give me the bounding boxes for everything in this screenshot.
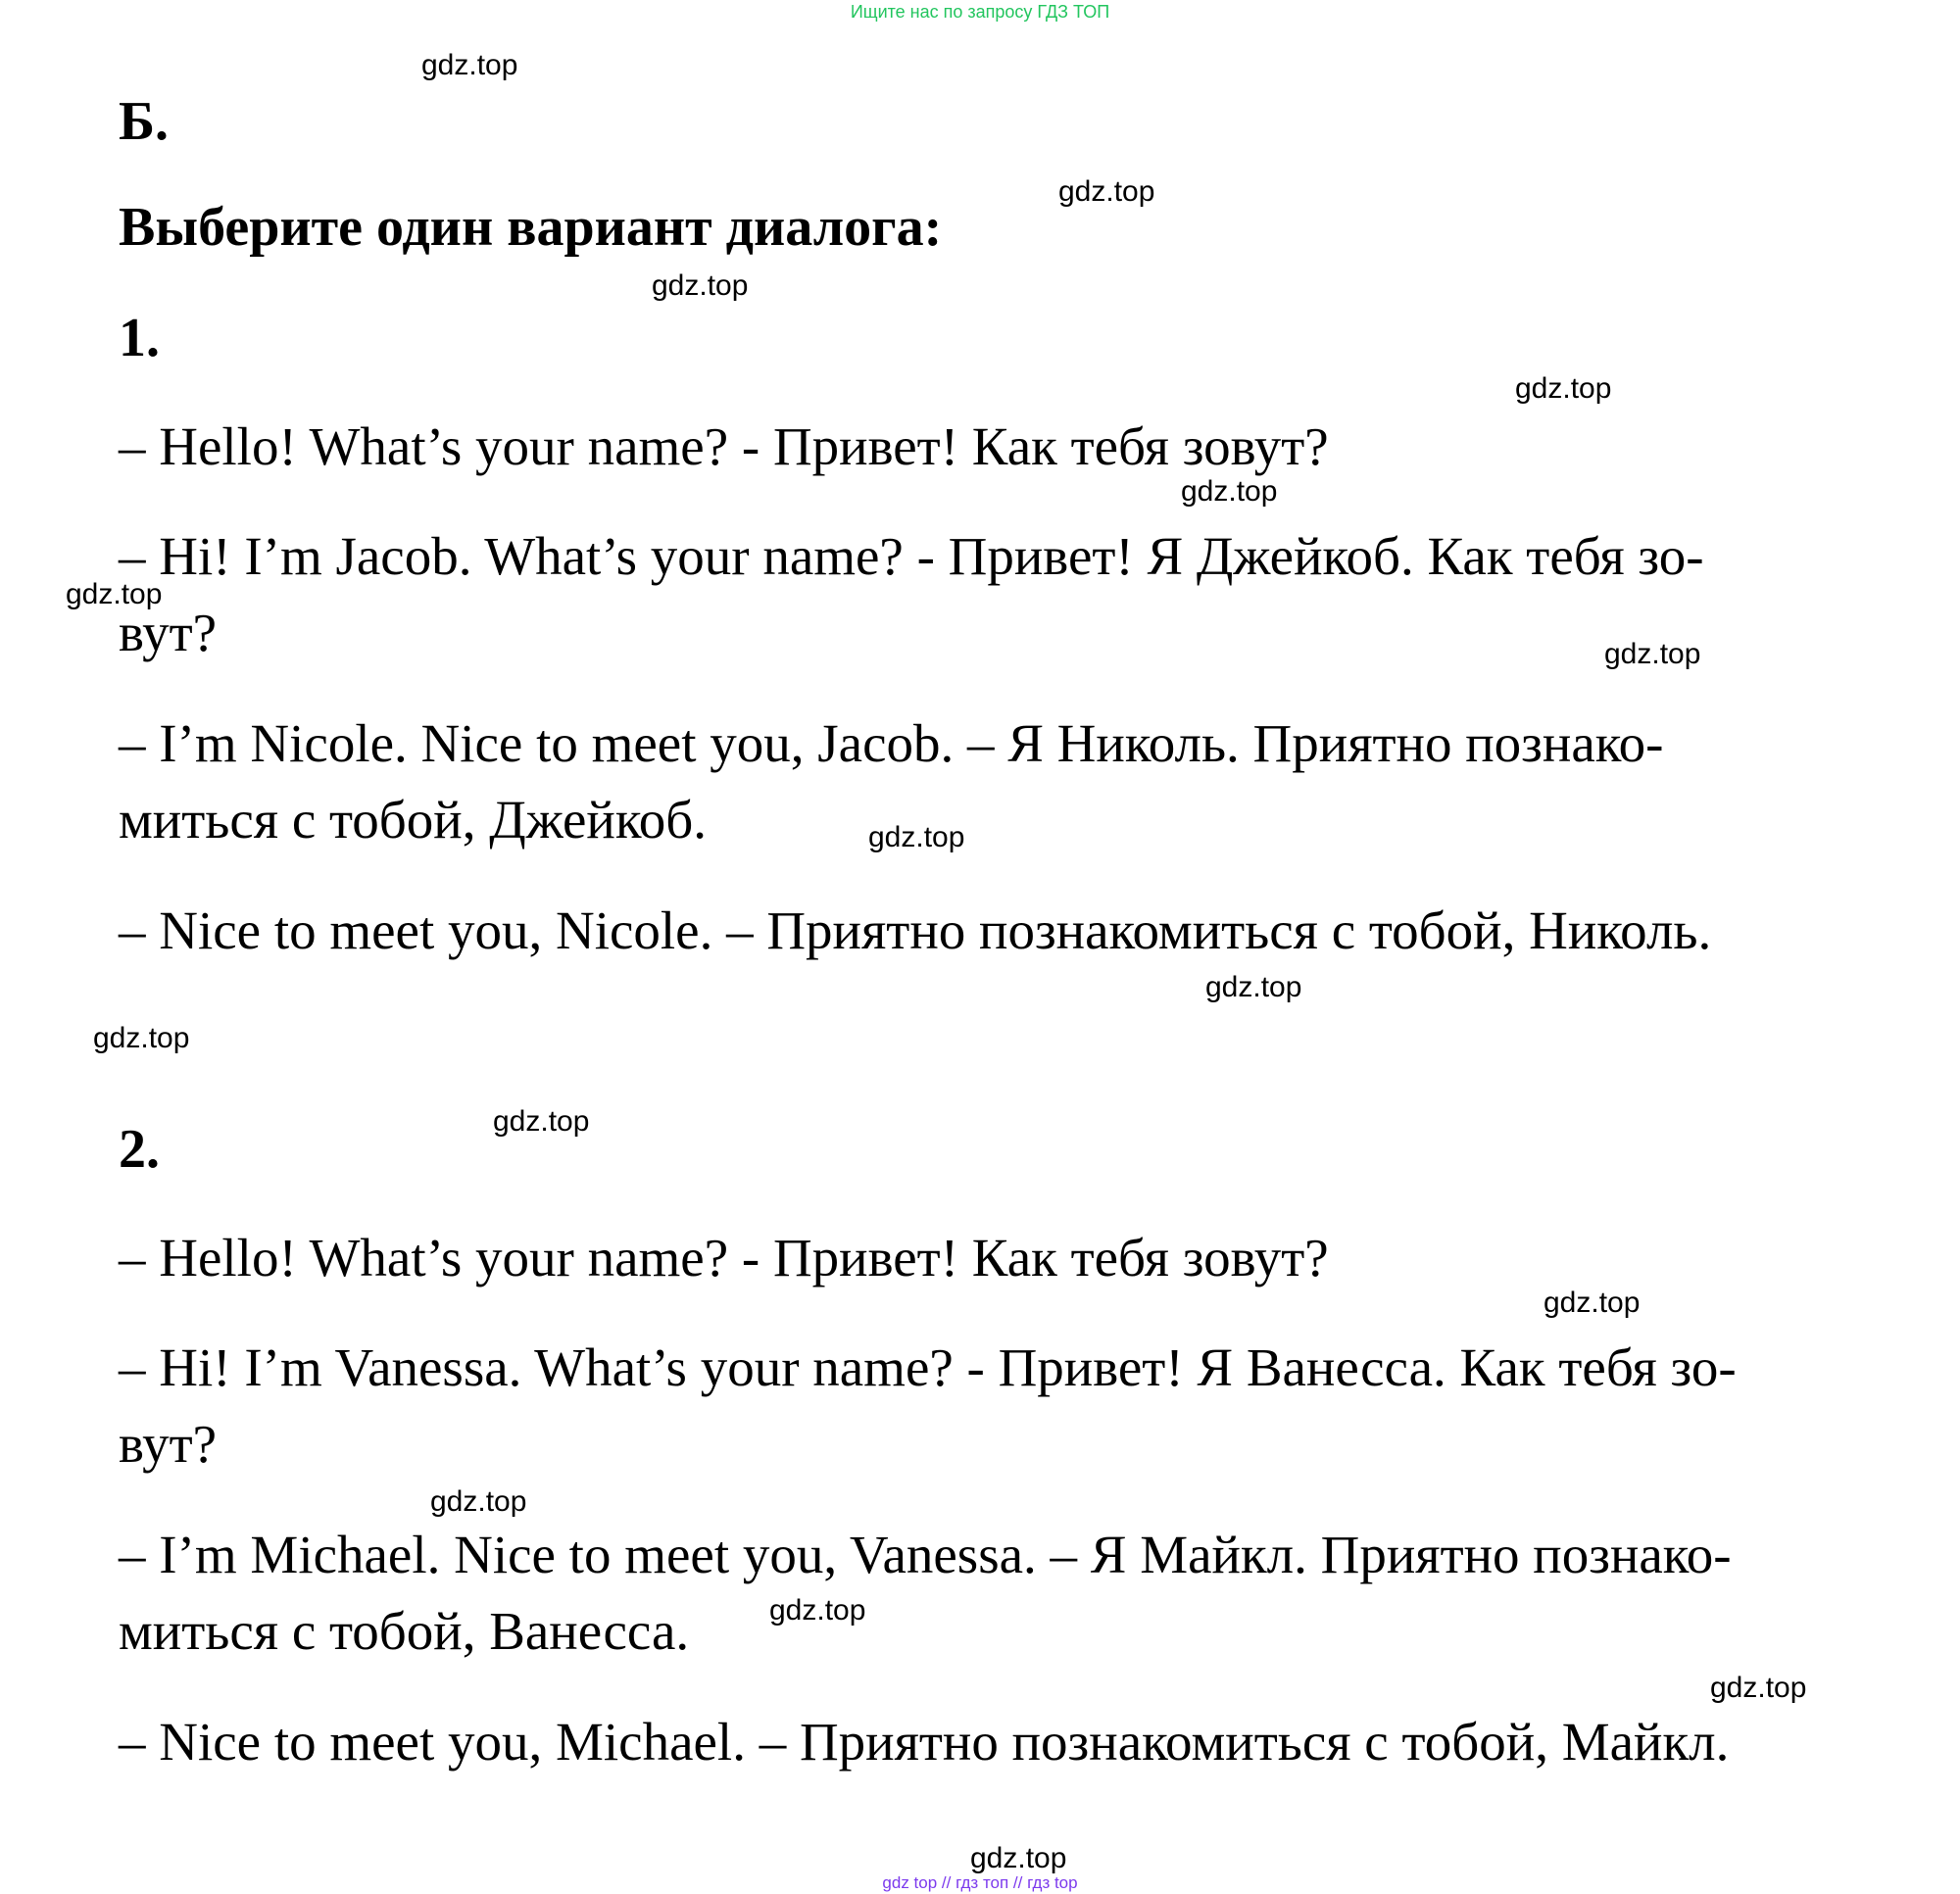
- dialog-1-line-4: – Nice to meet you, Nicole. – Приятно познакомиться с тобой, Николь.: [119, 900, 1712, 960]
- watermark: gdz.top: [430, 1485, 527, 1518]
- dialog-2-line-2b: вут?: [119, 1414, 218, 1474]
- dialog-1-line-3b: миться с тобой, Джейкоб.: [119, 790, 708, 850]
- watermark: gdz.top: [1515, 372, 1612, 405]
- dialog-1-line-1: – Hello! What’s your name? - Привет! Как тебя зовут?: [119, 416, 1329, 476]
- task-title: Выберите один вариант диалога:: [119, 197, 943, 258]
- watermark: gdz.top: [493, 1105, 590, 1138]
- watermark: gdz.top: [970, 1842, 1067, 1874]
- watermark: gdz.top: [652, 269, 749, 302]
- watermark: gdz.top: [769, 1594, 866, 1627]
- watermark: gdz.top: [868, 821, 965, 853]
- top-banner: Ищите нас по запросу ГДЗ ТОП: [850, 2, 1110, 22]
- watermark: gdz.top: [1710, 1672, 1807, 1704]
- footer-links: gdz top // гдз топ // гдз top: [882, 1873, 1078, 1892]
- dialog-1-number: 1.: [119, 308, 160, 368]
- watermark: gdz.top: [93, 1022, 190, 1054]
- watermark: gdz.top: [421, 49, 518, 81]
- section-letter: Б.: [119, 91, 170, 152]
- watermark: gdz.top: [1604, 638, 1701, 670]
- dialog-2-number: 2.: [119, 1119, 160, 1180]
- dialog-1-line-2a: – Hi! I’m Jacob. What’s your name? - Привет! Я Джейкоб. Как тебя зо-: [119, 526, 1704, 586]
- dialog-2-line-3b: миться с тобой, Ванесса.: [119, 1601, 690, 1661]
- dialog-2-line-2a: – Hi! I’m Vanessa. What’s your name? - Привет! Я Ванесса. Как тебя зо-: [119, 1337, 1737, 1397]
- watermark: gdz.top: [1205, 971, 1302, 1003]
- dialog-2-line-3a: – I’m Michael. Nice to meet you, Vanessa. – Я Майкл. Приятно познако-: [119, 1525, 1732, 1584]
- dialog-2-line-1: – Hello! What’s your name? - Привет! Как тебя зовут?: [119, 1228, 1329, 1287]
- dialog-1-line-3a: – I’m Nicole. Nice to meet you, Jacob. – Я Николь. Приятно познако-: [119, 713, 1664, 773]
- watermark: gdz.top: [1544, 1287, 1641, 1319]
- dialog-1-line-2b: вут?: [119, 603, 218, 662]
- watermark: gdz.top: [1058, 175, 1155, 208]
- watermark: gdz.top: [1181, 475, 1278, 508]
- watermark: gdz.top: [66, 578, 163, 610]
- dialog-2-line-4: – Nice to meet you, Michael. – Приятно познакомиться с тобой, Майкл.: [119, 1712, 1730, 1772]
